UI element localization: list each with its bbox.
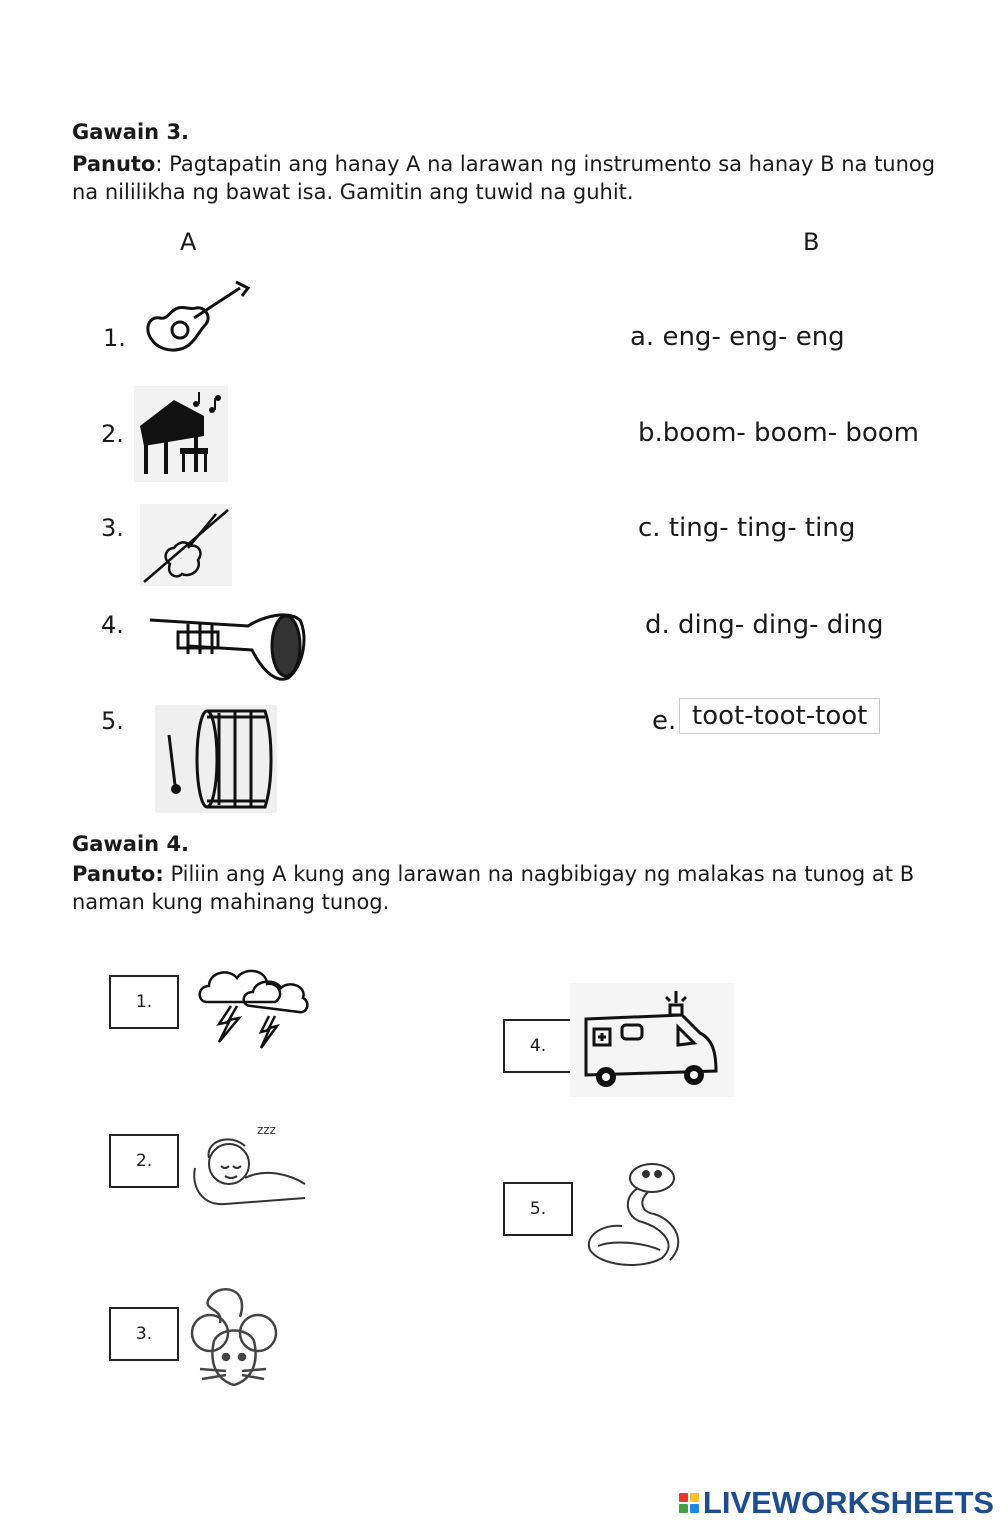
item-number: 5. — [101, 707, 124, 735]
brand-name: LIVEWORKSHEETS — [702, 1485, 994, 1520]
answer-a: a. eng- eng- eng — [630, 322, 845, 352]
guitar-icon[interactable] — [140, 278, 250, 358]
svg-text:zzz: zzz — [257, 1123, 276, 1137]
answer-c: c. ting- ting- ting — [638, 513, 856, 543]
answer-box-1[interactable]: 1. — [109, 975, 179, 1029]
liveworksheets-footer — [679, 1485, 994, 1521]
gawain4-instruction-text: Piliin ang A kung ang larawan na nagbibigay ng malakas na tunog at B naman kung mahinang tunog. — [72, 862, 915, 914]
snake-icon — [582, 1158, 686, 1270]
drum-icon[interactable] — [155, 705, 277, 813]
sleeping-child-icon — [185, 1118, 311, 1210]
answer-d: d. ding- ding- ding — [645, 610, 884, 640]
gawain4-instruction-label: Panuto: — [72, 862, 164, 886]
answer-box-3[interactable]: 3. — [109, 1307, 179, 1361]
answer-e-letter: e. — [652, 706, 677, 736]
column-a-heading: A — [180, 228, 197, 256]
gawain3-instruction-text: : Pagtapatin ang hanay A na larawan ng instrumento sa hanay B na tunog na nililikha ng bawat isa. Gamitin ang tuwid na guhit. — [72, 152, 936, 204]
answer-box-4[interactable]: 4. — [503, 1019, 573, 1073]
column-b-heading: B — [803, 228, 820, 256]
answer-e-input[interactable]: toot-toot-toot — [679, 698, 880, 734]
liveworksheets-logo-icon — [679, 1493, 699, 1513]
thunderstorm-icon — [195, 962, 311, 1052]
gawain4-title: Gawain 4. — [72, 832, 190, 856]
gawain3-instruction-label: Panuto — [72, 152, 156, 176]
trumpet-icon[interactable] — [148, 606, 306, 686]
mouse-icon — [180, 1277, 284, 1399]
item-number: 4. — [101, 611, 124, 639]
item-number: 3. — [101, 514, 124, 542]
answer-b: b.boom- boom- boom — [638, 418, 919, 448]
answer-box-5[interactable]: 5. — [503, 1182, 573, 1236]
ambulance-icon — [570, 983, 734, 1097]
gawain4-instruction — [72, 860, 952, 916]
item-number: 2. — [101, 420, 124, 448]
violin-icon[interactable] — [140, 504, 232, 586]
item-number: 1. — [103, 324, 126, 352]
piano-icon[interactable] — [134, 386, 228, 482]
answer-box-2[interactable]: 2. — [109, 1134, 179, 1188]
gawain3-title: Gawain 3. — [72, 120, 190, 144]
gawain3-instruction — [72, 150, 952, 206]
